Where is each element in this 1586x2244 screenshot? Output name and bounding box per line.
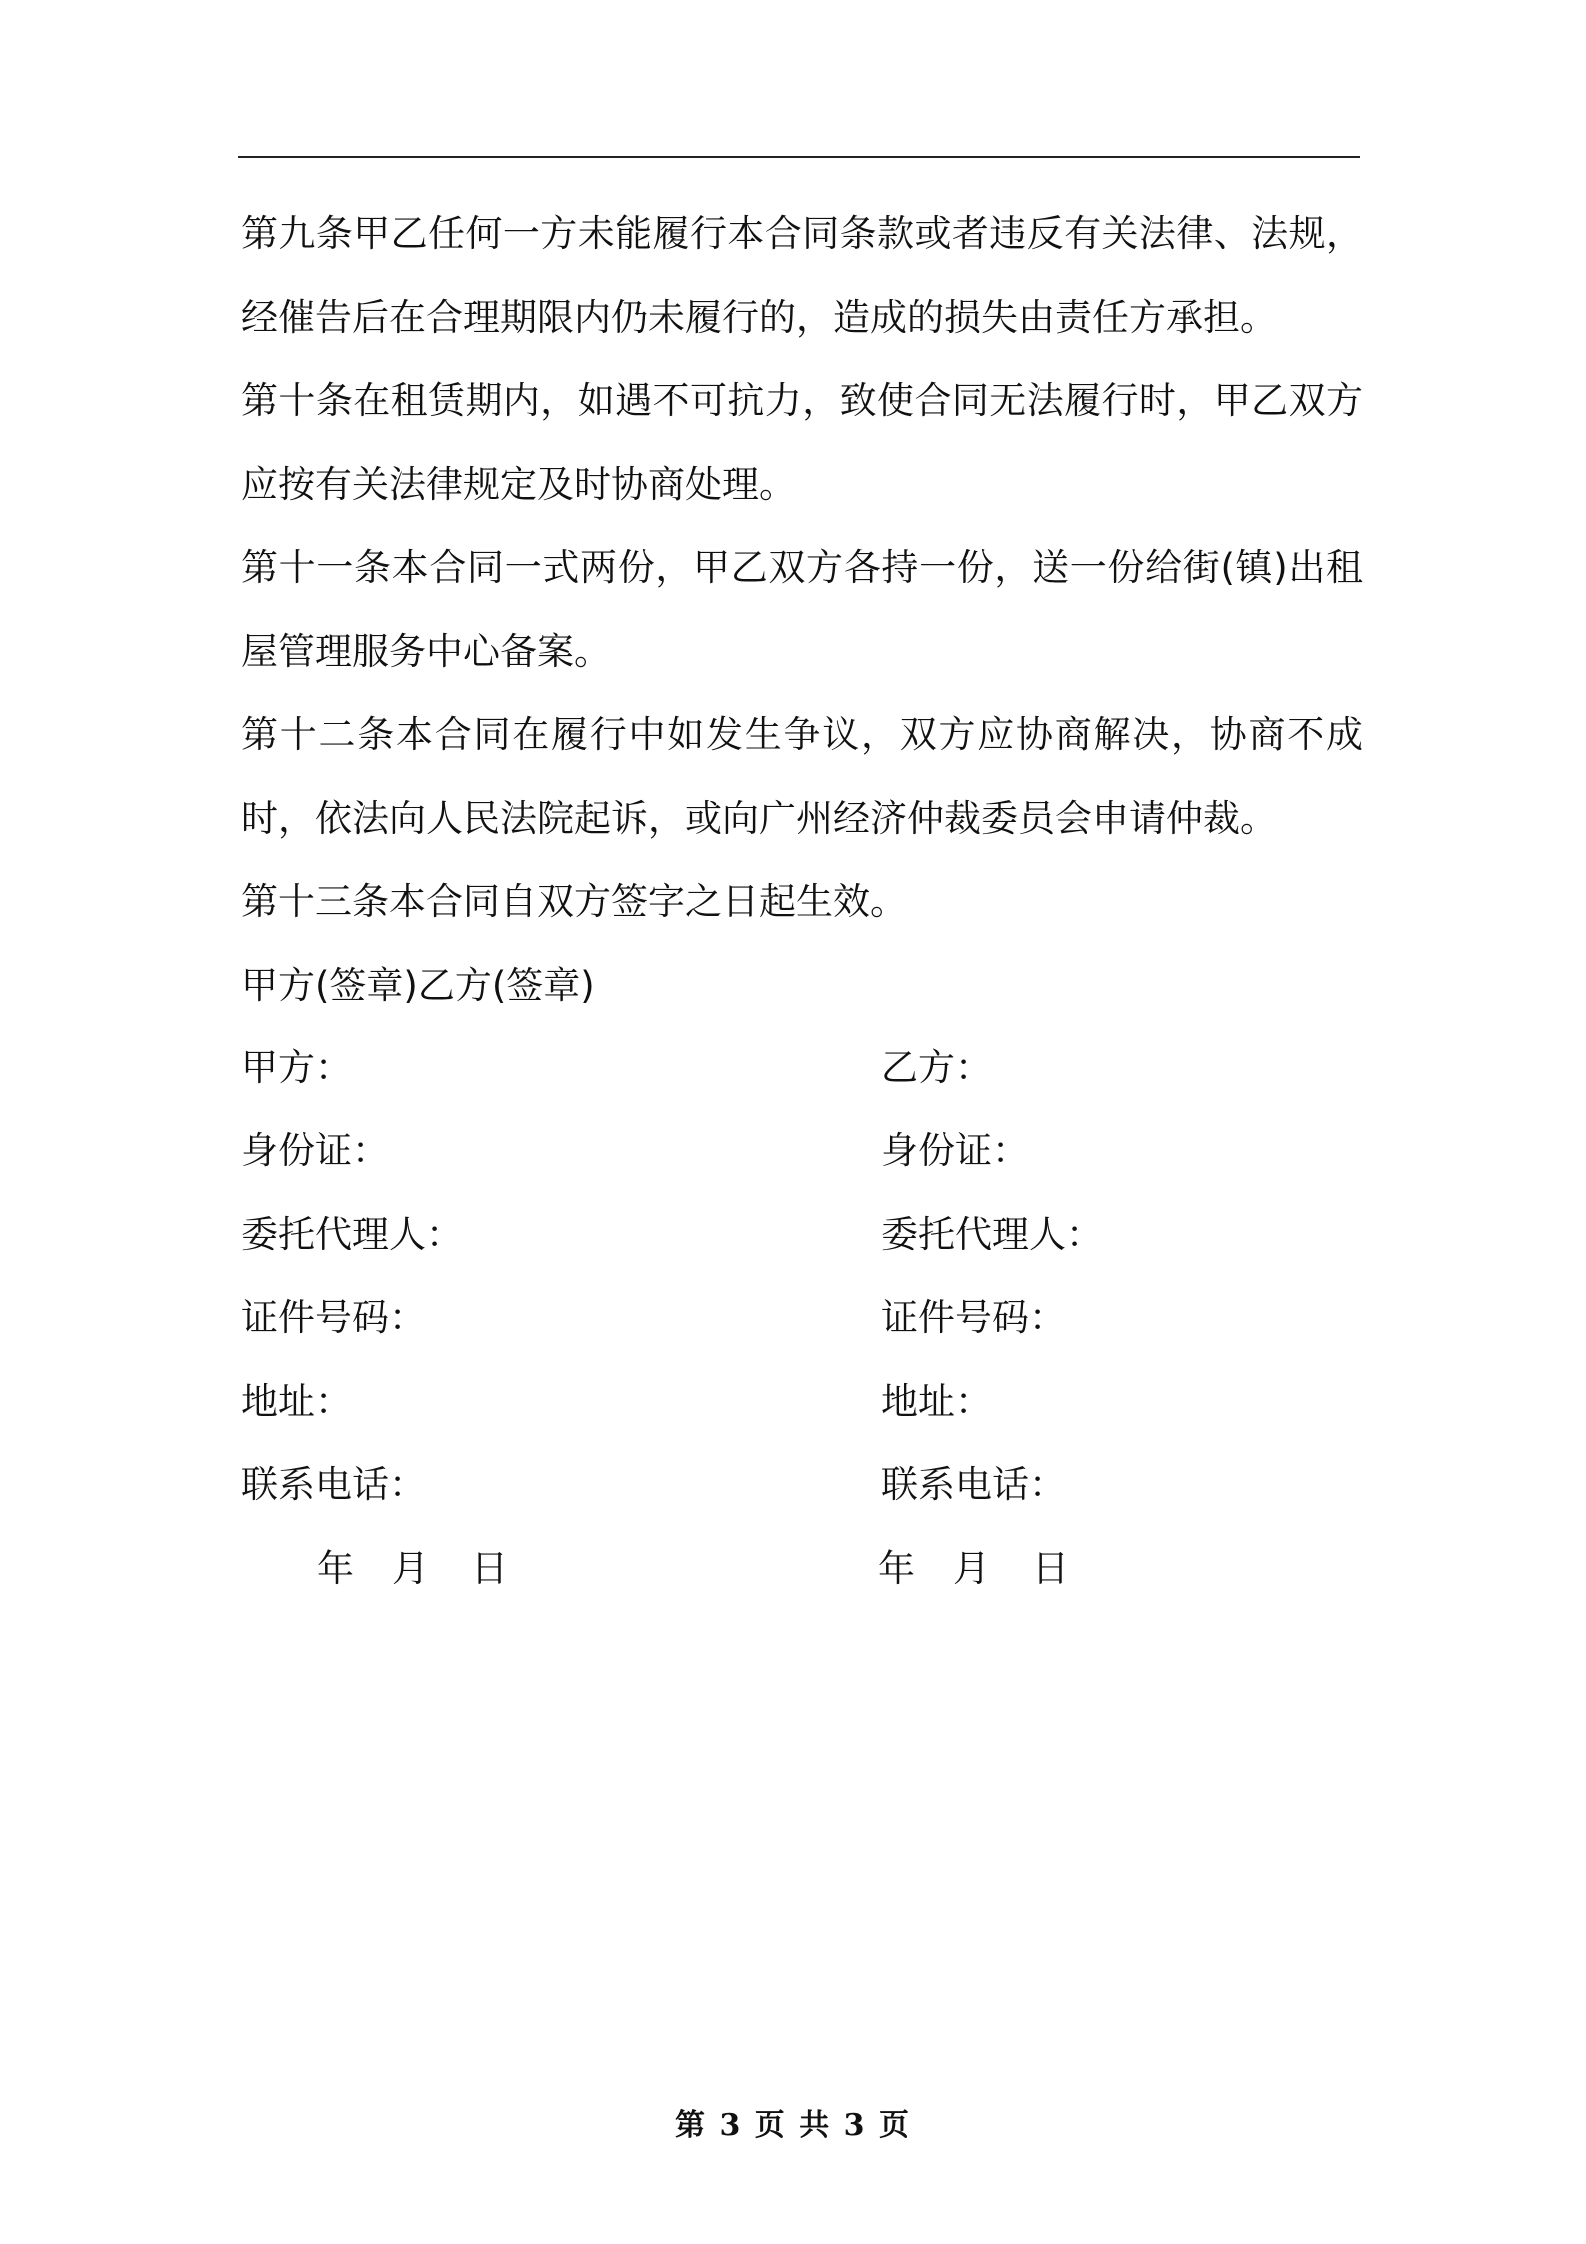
header-rule [238,156,1360,158]
party-a-document-number-label: 证件号码： [241,1296,426,1340]
date-day: 日 [471,1546,508,1590]
party-a-label: 甲方： [241,1045,352,1089]
signature-heading: 甲方(签章)乙方(签章) [241,963,595,1007]
page-footer: 第 3 页 共 3 页 [675,2108,911,2143]
clause-13: 第十三条本合同自双方签字之日起生效。 [241,880,907,923]
party-a-id-label: 身份证： [241,1129,389,1173]
party-b-phone-label: 联系电话： [881,1463,1066,1507]
contract-body [241,192,1363,1027]
party-a-agent-label: 委托代理人： [241,1212,463,1256]
date-month: 月 [392,1546,429,1590]
date-day: 日 [1032,1546,1069,1590]
signature-date-row [241,1523,1363,1607]
clause-12: 第十二条本合同在履行中如发生争议，双方应协商解决，协商不成时，依法向人民法院起诉，或向广州经济仲裁委员会申请仲裁。 [241,713,1363,840]
party-b-date [802,1538,1363,1592]
signature-row-party [241,1022,1363,1106]
party-b-document-number-label: 证件号码： [881,1296,1066,1340]
signature-block [241,1022,1363,1607]
signature-row-document-number [241,1273,1363,1357]
party-b-address-label: 地址： [881,1379,992,1423]
party-b-agent-label: 委托代理人： [881,1212,1103,1256]
date-year: 年 [878,1546,915,1590]
clause-9: 第九条甲乙任何一方未能履行本合同条款或者违反有关法律、法规，经催告后在合理期限内仍未履行的，造成的损失由责任方承担。 [241,212,1363,339]
party-b-label: 乙方： [881,1045,992,1089]
signature-row-phone [241,1440,1363,1524]
clause-11: 第十一条本合同一式两份，甲乙双方各持一份，送一份给街(镇)出租屋管理服务中心备案。 [241,546,1363,673]
party-a-address-label: 地址： [241,1379,352,1423]
party-a-date [241,1538,802,1592]
signature-row-id [241,1106,1363,1190]
signature-row-agent [241,1189,1363,1273]
party-b-id-label: 身份证： [881,1129,1029,1173]
signature-row-address [241,1356,1363,1440]
clause-10: 第十条在租赁期内，如遇不可抗力，致使合同无法履行时，甲乙双方应按有关法律规定及时协商处理。 [241,379,1363,506]
date-year: 年 [317,1546,354,1590]
date-month: 月 [953,1546,990,1590]
party-a-phone-label: 联系电话： [241,1463,426,1507]
